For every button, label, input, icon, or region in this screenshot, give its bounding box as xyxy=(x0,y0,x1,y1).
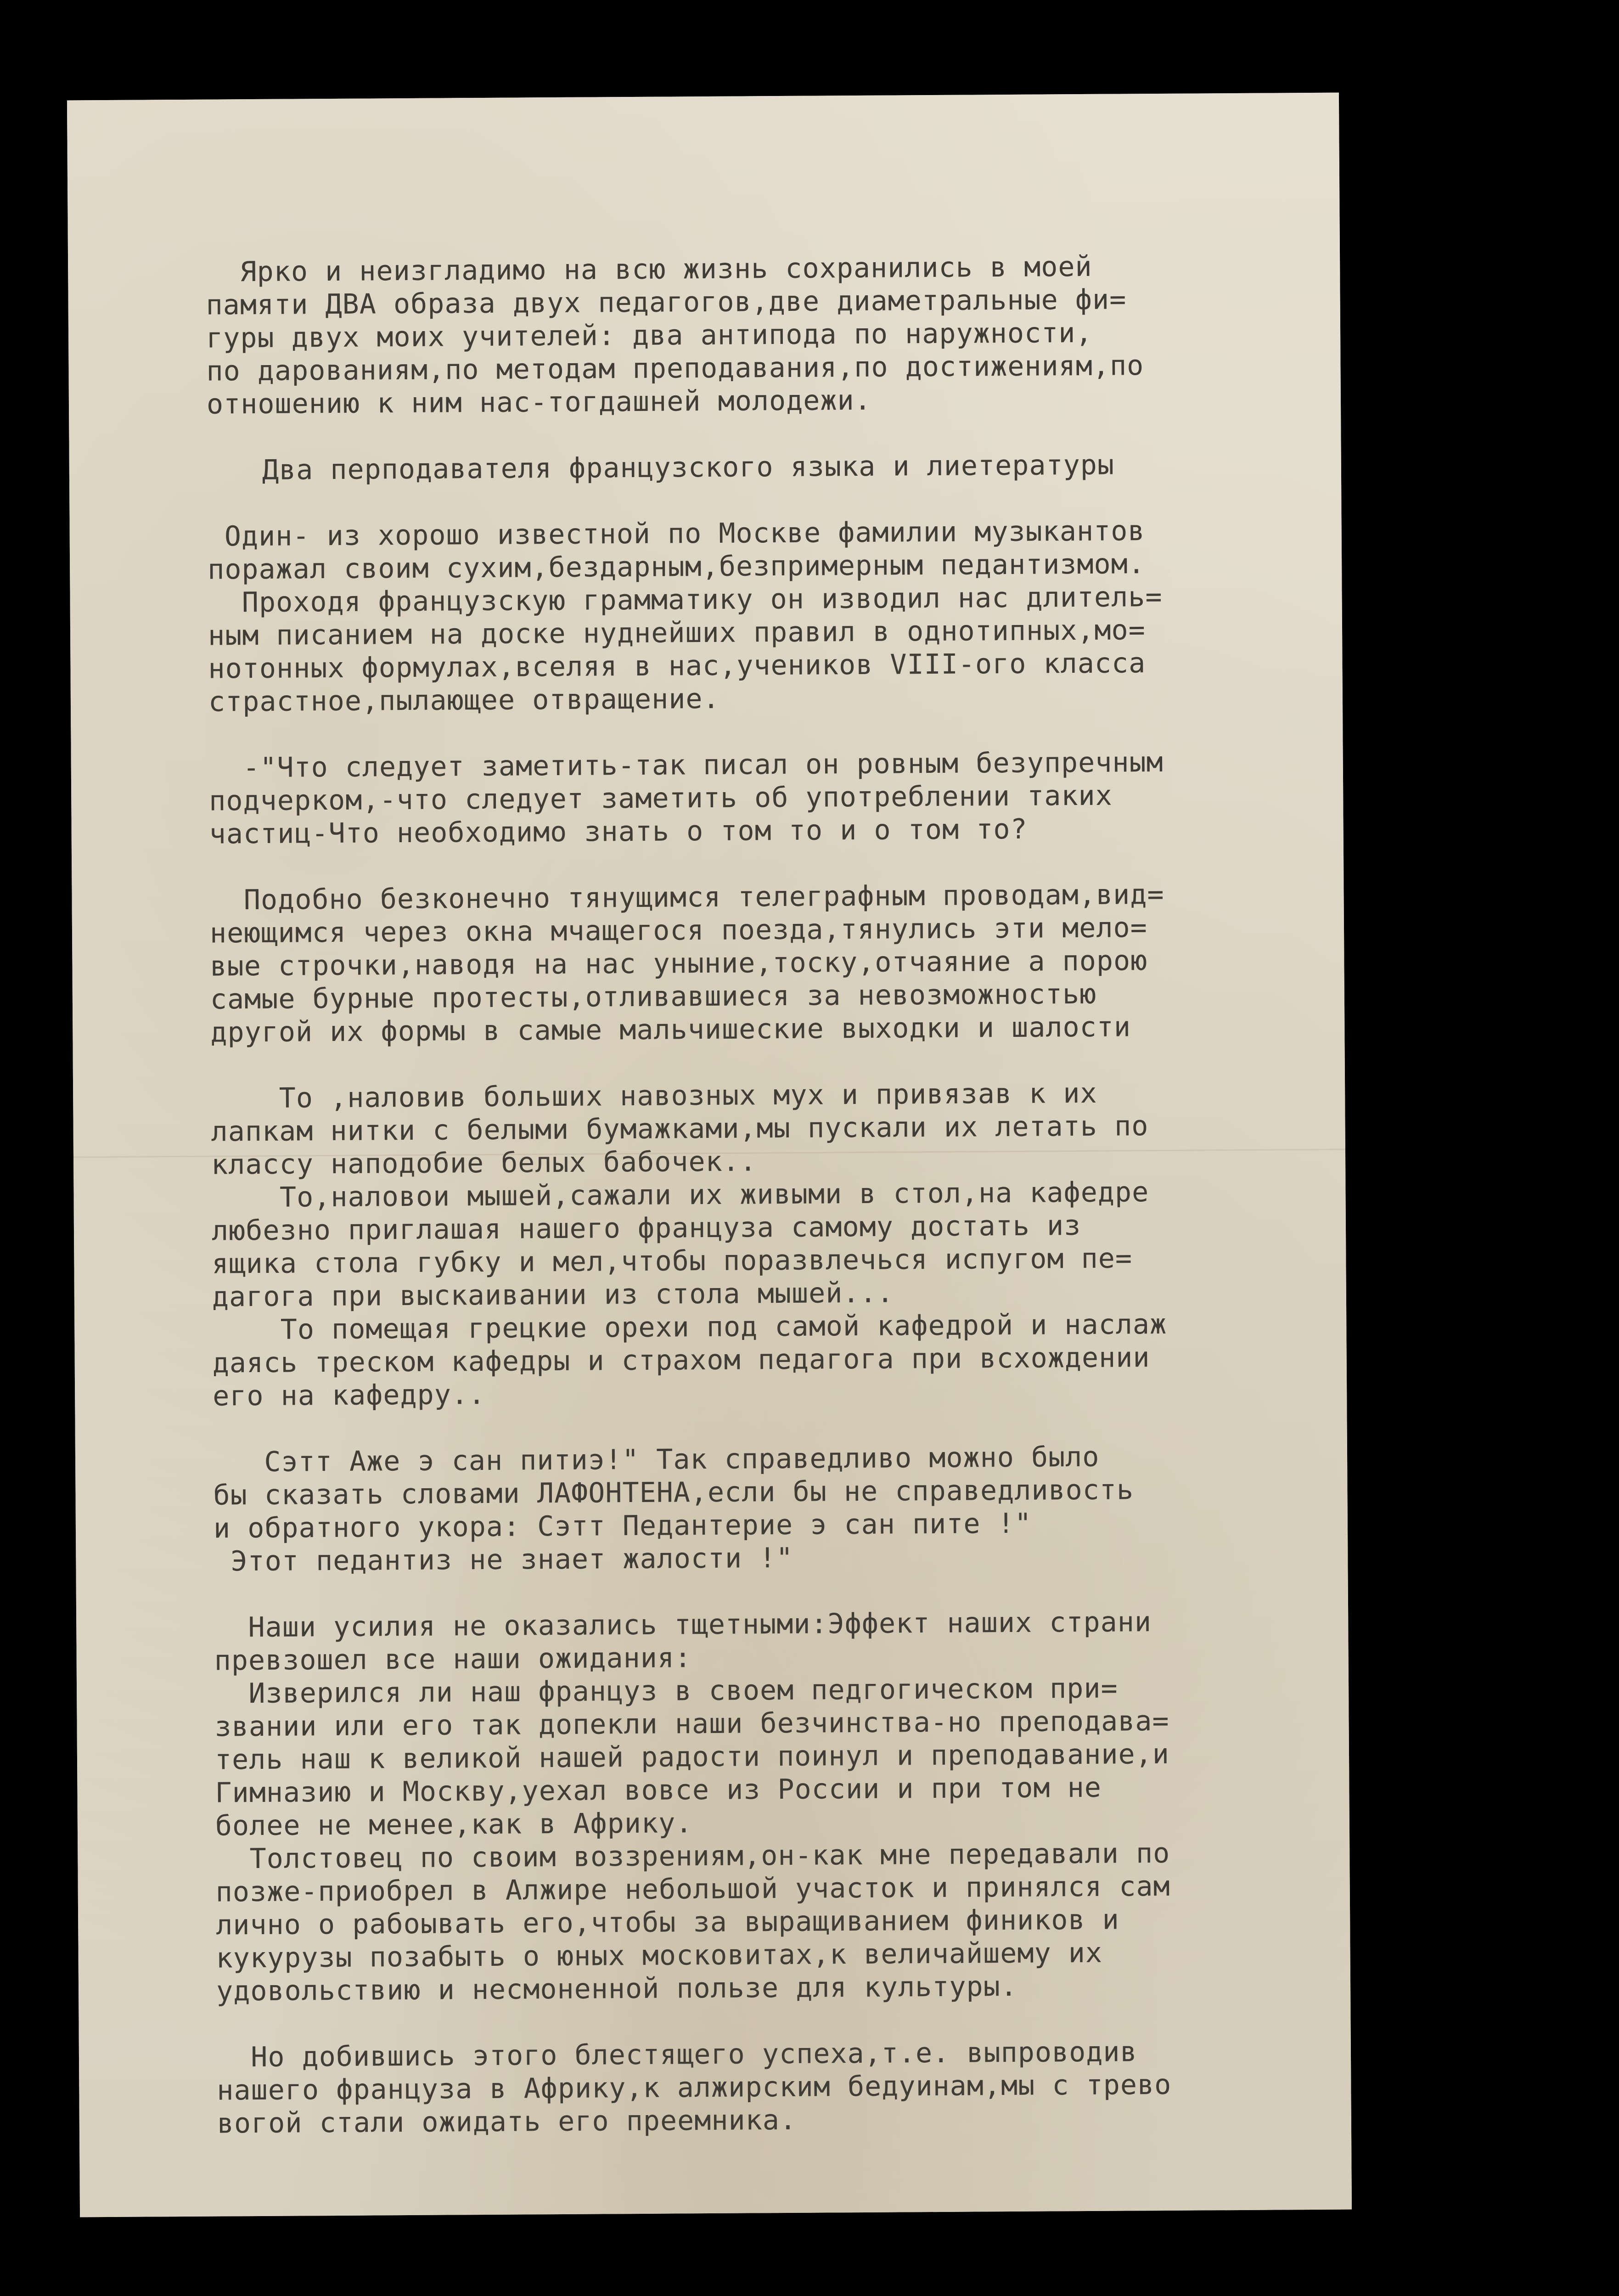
paragraph xyxy=(211,1075,1342,1413)
text-line: вые строчки,наводя на нас уныние,тоску,отчаяние а порою xyxy=(210,945,1148,983)
text-line: по дарованиям,по методам преподавания,по достижениям,по xyxy=(206,349,1144,388)
text-line: неющимся через окна мчащегося поезда,тянулись эти мело= xyxy=(209,912,1147,950)
text-line: Этот педантиз не знает жалости !" xyxy=(214,1542,793,1578)
text-line: вогой стали ожидать его преемника. xyxy=(217,2104,797,2140)
text-line: лапкам нитки с белыми бумажками,мы пускали их летать по xyxy=(211,1110,1149,1148)
text-line: То ,наловив больших навозных мух и привязав к их xyxy=(211,1077,1097,1115)
paper-sheet xyxy=(67,93,1352,2217)
text-line: подчерком,-что следует заметить об употреблении таких xyxy=(209,779,1113,817)
text-line: памяти ДВА образа двух педагогов,две диаметральные фи= xyxy=(206,283,1127,321)
text-line: То помещая грецкие орехи под самой кафедрой и наслаж xyxy=(212,1308,1167,1346)
text-line: Сэтт Аже э сан питиэ!" Так справедливо можно было xyxy=(213,1441,1100,1479)
text-line: звании или его так допекли наши безчинства-но преподава= xyxy=(214,1705,1169,1743)
text-line: Подобно безконечно тянущимся телеграфным проводам,вид= xyxy=(209,878,1164,917)
text-line: Ярко и неизгладимо на всю жизнь сохранились в моей xyxy=(206,250,1092,288)
text-line: страстное,пылающее отвращение. xyxy=(208,682,720,718)
text-line: ным писанием на доске нуднейших правил в однотипных,мо= xyxy=(208,614,1146,652)
text-line: гуры двух моих учителей: два антипода по наружности, xyxy=(206,316,1093,355)
text-line: кукурузы позабыть о юных московитах,к величайшему их xyxy=(216,1936,1103,1975)
text-line: Один- из хорошо известной по Москве фамилии музыкантов xyxy=(207,515,1145,553)
paragraph xyxy=(208,513,1338,719)
text-line: тель наш к великой нашей радости поинул и преподавание,и xyxy=(214,1738,1170,1776)
text-line: даясь треском кафедры и страхом педагога при всхождении xyxy=(212,1341,1150,1379)
text-line: позже-приобрел в Алжире небольшой участок и принялся сам xyxy=(215,1870,1170,1908)
text-line: его на кафедру.. xyxy=(212,1378,486,1412)
text-line: и обратного укора: Сэтт Педантерие э сан пите !" xyxy=(213,1507,1032,1545)
text-line: превзошел все наши ожидания: xyxy=(214,1642,692,1677)
text-line: самые бурные протесты,отливавшиеся за невозможностью xyxy=(210,978,1097,1016)
text-line: нотонных формулах,вселяя в нас,учеников VIII-ого класса xyxy=(208,647,1146,685)
text-line: любезно приглашая нашего француза самому достать из xyxy=(211,1210,1081,1247)
text-line: Гимназию и Москву,уехал вовсе из России и при том не xyxy=(215,1771,1102,1809)
paragraph xyxy=(209,877,1340,1049)
text-line: Два перподавателя французского языка и лиетературы xyxy=(262,449,1115,486)
text-line: отношению к ним нас-тогдашней молодежи. xyxy=(206,384,871,421)
text-line: Изверился ли наш француз в своем педгогическом при= xyxy=(214,1672,1118,1710)
text-line: бы сказать словами ЛАФОНТЕНА,если бы не справедливость xyxy=(213,1474,1134,1512)
paragraph xyxy=(214,1604,1346,2008)
text-line: Проходя французскую грамматику он изводил нас длитель= xyxy=(208,580,1163,619)
text-line: дагога при выскаивании из стола мышей... xyxy=(212,1277,894,1313)
text-line: классу наподобие белых бабочек.. xyxy=(211,1145,757,1181)
text-line: другой их формы в самые мальчишеские выходки и шалости xyxy=(210,1011,1131,1049)
text-line: То,наловои мышей,сажали их живыми в стол,на кафедре xyxy=(211,1176,1149,1214)
paragraph xyxy=(213,1439,1344,1578)
text-line: Наши усилия не оказались тщетными:Эффект наших страни xyxy=(214,1606,1152,1644)
text-line: Но добившись этого блестящего успеха,т.е. выпроводив xyxy=(216,2036,1137,2074)
text-line: ящика стола губку и мел,чтобы поразвлечься испугом пе= xyxy=(212,1242,1133,1280)
text-line: поражал своим сухим,бездарным,безпримерным педантизмом. xyxy=(207,548,1146,586)
paragraph xyxy=(206,249,1336,421)
text-line: Толстовец по своим воззрениям,он-как мне передавали по xyxy=(215,1837,1170,1875)
paragraph xyxy=(217,2034,1347,2140)
text-line: -"Что следует заметить-так писал он ровным безупречным xyxy=(208,746,1164,784)
text-line: более не менее,как в Африку. xyxy=(215,1807,693,1842)
text-line: частиц-Что необходимо знать о том то и о том то? xyxy=(209,813,1028,850)
text-line: удовольствию и несмоненной пользе для культуры. xyxy=(216,1970,1018,2008)
typewritten-text xyxy=(206,249,1347,2140)
text-line: нашего француза в Африку,к алжирским бедуинам,мы с трево xyxy=(217,2068,1172,2107)
paragraph xyxy=(209,745,1339,851)
text-line: лично о рабоывать его,чтобы за выращиванием фиников и xyxy=(216,1903,1119,1941)
